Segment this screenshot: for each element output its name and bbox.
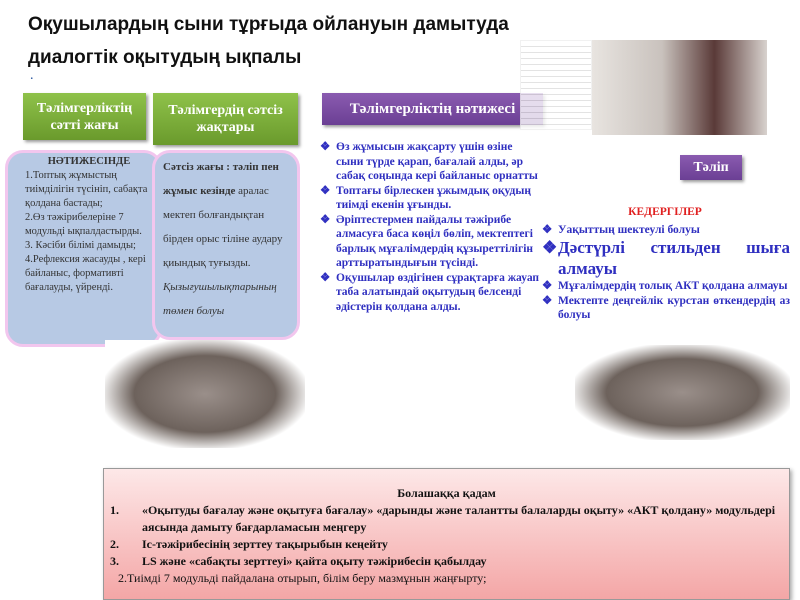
obstacles-heading: КЕДЕРГІЛЕР [628, 206, 702, 218]
result-button[interactable]: Тәлімгерліктің нәтижесі [322, 93, 543, 125]
list-item: ❖ Топтағы бірлескен ұжымдық оқудың тиімді екенін ұғынды. [318, 184, 540, 213]
list-item: ❖ Әріптестермен пайдалы тәжірибе алмасуға баса көңіл бөліп, мектептегі барлық мұғалімдердің құзыреттілігін арттыратындығын түсінді. [318, 213, 540, 271]
document-image [520, 40, 592, 130]
failures-box [152, 150, 300, 340]
item-number: 2. [110, 537, 119, 551]
results-heading: НӘТИЖЕСІНДЕ [47, 156, 131, 167]
list-item: ❖ Өз жұмысын жақсарту үшін өзіне сыни түрде қарап, бағалай алды, әр сабақ соңында кері байланыс орнатты [318, 140, 540, 184]
future-steps-box [103, 468, 790, 600]
result-line: 3. Кәсіби білімі дамыды; [25, 240, 136, 251]
list-item: ❖ Дәстүрлі стильден шыға алмауы [540, 237, 790, 279]
failure-text: аралас мектеп болғандықтан бірден орыс тіліне аудару қиындық туғызды. [163, 185, 283, 269]
item-text: LS және «сабақты зерттеуі» қайта оқыту тәжірибесін қабылдау [142, 554, 487, 568]
extra-item: 2.Тиімді 7 модульді пайдалана отырып, білім беру мазмұнын жаңғырту; [118, 571, 487, 585]
list-item [110, 536, 783, 553]
item-number: 1. [110, 503, 119, 517]
classroom-photo [105, 340, 305, 448]
list-item: ❖ Оқушылар өздігінен сұрақтарға жауап таба алатындай оқытудың белсенді әдістерін қолдана алды. [318, 271, 540, 315]
student-button[interactable]: Тәліп [680, 155, 742, 180]
results-box [5, 150, 162, 347]
list-item: ❖ Мұғалімдердің толық АКТ қолдана алмауы [540, 279, 790, 294]
list-item [110, 502, 783, 536]
result-line: 1.Топтық жұмыстың тиімділігін түсініп, сабақта қолдана бастады; [25, 170, 148, 209]
item-number: 3. [110, 554, 119, 568]
result-line: 4.Рефлексия жасауды , кері байланыс, формативті бағалауды, үйренді. [25, 254, 146, 293]
slide-title: Оқушылардың сыни тұрғыда ойлануын дамытуда диалогтік оқытудың ықпалы [28, 14, 509, 68]
failure-italic: Қызығушылықтарының төмен болуы [163, 281, 277, 317]
teacher-photo [592, 40, 767, 135]
item-text: «Оқытуды бағалау және оқытуға бағалау» «дарынды және талантты балаларды оқыту» «АКТ қолдану» модульдері аясында дамыту бағдарламасын меңгеру [142, 503, 776, 534]
success-side-button[interactable]: Тәлімгерліктің сәтті жағы [23, 93, 146, 140]
obstacles-list [540, 205, 790, 323]
result-line: 2.Өз тәжірибелеріне 7 модульді ықпалдастырды. [25, 212, 142, 237]
mentoring-results-list [318, 140, 540, 314]
failure-bold: Сәтсіз жағы : тәліп пен жұмыс кезінде [163, 161, 279, 197]
list-item: ❖ Мектепте деңгейлік курстан өткендердің аз болуы [540, 294, 790, 323]
meeting-photo [575, 345, 790, 440]
future-heading: Болашаққа қадам [397, 486, 496, 500]
dot: . [30, 68, 34, 83]
list-item [110, 553, 783, 570]
failure-sides-button[interactable]: Тәлімгердің сәтсіз жақтары [153, 93, 298, 145]
list-item: ❖ Уақыттың шектеулі болуы [540, 223, 790, 238]
item-text: Іс-тәжірибесінің зерттеу тақырыбын кеңейту [142, 537, 388, 551]
